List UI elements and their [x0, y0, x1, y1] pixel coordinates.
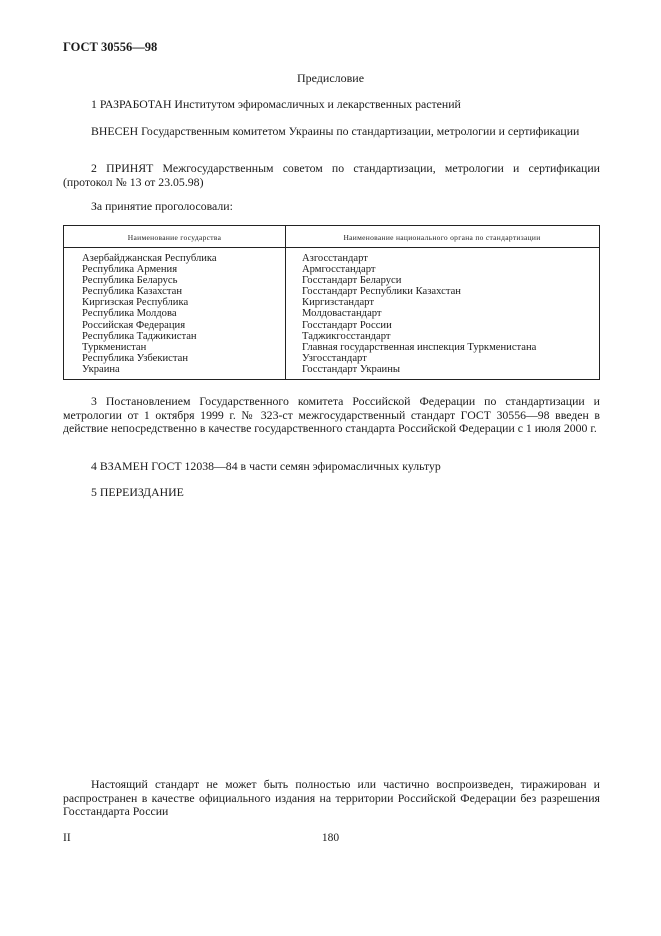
copyright-notice: Настоящий стандарт не может быть полностью или частично воспроизведен, тиражирован и распространен в качестве официального издания на территории Российской Федерации без разрешения Госстандарта России	[63, 777, 600, 819]
table-cell-state: Киргизская Республика	[82, 297, 189, 309]
table-cell-state: Республика Армения	[82, 264, 178, 276]
replaces-paragraph: 4 ВЗАМЕН ГОСТ 12038—84 в части семян эфиромасличных культур	[91, 459, 441, 473]
table-cell-body: Армгосстандарт	[302, 264, 376, 276]
table-cell-body: Госстандарт России	[302, 319, 392, 331]
table-cell-state: Российская Федерация	[82, 319, 186, 331]
table-cell-body: Киргизстандарт	[302, 297, 374, 309]
state-column	[82, 253, 217, 375]
table-cell-state: Республика Молдова	[82, 308, 177, 320]
resolution-paragraph: 3 Постановлением Государственного комитета Российской Федерации по стандартизации и метрологии от 1 октября 1999 г. № 323-ст межгосударственный стандарт ГОСТ 30556—98 введен в действие непосредственно в качестве государственного стандарта Российской Федерации с 1 июля 2000 г.	[63, 394, 600, 436]
page-number: 180	[321, 832, 340, 844]
table-cell-body: Узгосстандарт	[302, 352, 367, 364]
table-cell-state: Республика Беларусь	[82, 275, 178, 287]
table-cell-body: Госстандарт Беларуси	[302, 275, 402, 287]
table-cell-state: Республика Таджикистан	[82, 330, 197, 342]
voted-intro: За принятие проголосовали:	[91, 199, 233, 213]
column-header-state: Наименование государства	[127, 233, 222, 242]
column-divider	[285, 226, 286, 379]
table-cell-body: Госстандарт Украины	[302, 363, 400, 375]
table-cell-state: Азербайджанская Республика	[82, 253, 217, 264]
voting-table	[63, 225, 600, 380]
table-cell-state: Украина	[82, 363, 120, 375]
adopted-paragraph: 2 ПРИНЯТ Межгосударственным советом по стандартизации, метрологии и сертификации (протокол № 13 от 23.05.98)	[63, 161, 600, 189]
table-cell-state: Туркменистан	[82, 341, 147, 353]
table-cell-body: Главная государственная инспекция Туркменистана	[302, 341, 537, 353]
table-cell-body: Азгосстандарт	[302, 253, 368, 264]
table-cell-body: Молдовастандарт	[302, 308, 382, 320]
table-cell-state: Республика Казахстан	[82, 286, 183, 298]
introduced-paragraph: ВНЕСЕН Государственным комитетом Украины по стандартизации, метрологии и сертификации	[91, 124, 580, 138]
column-header-standards-body: Наименование национального органа по стандартизации	[343, 233, 541, 242]
standard-code-header: ГОСТ 30556—98	[63, 40, 158, 54]
standards-body-column	[302, 253, 536, 375]
reissue-paragraph: 5 ПЕРЕИЗДАНИЕ	[91, 485, 184, 499]
table-cell-body: Таджикгосстандарт	[302, 330, 391, 342]
roman-page-number: II	[63, 832, 71, 844]
table-header-row	[64, 226, 599, 248]
table-cell-body: Госстандарт Республики Казахстан	[302, 286, 461, 298]
foreword-title: Предисловие	[296, 71, 365, 85]
developed-paragraph: 1 РАЗРАБОТАН Институтом эфиромасличных и лекарственных растений	[91, 97, 461, 111]
table-cell-state: Республика Узбекистан	[82, 352, 189, 364]
